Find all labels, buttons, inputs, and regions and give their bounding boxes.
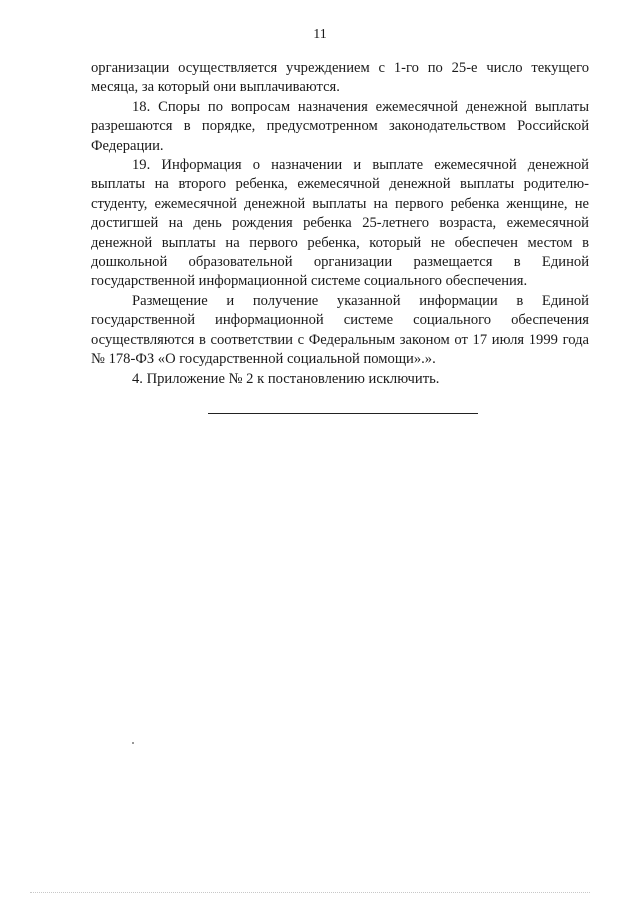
paragraph-continuation: организации осуществляется учреждением с 1-го по 25-е число текущего месяца, за который они выплачиваются. (91, 60, 589, 96)
document-body (91, 59, 589, 389)
paragraph-item-19: 19. Информация о назначении и выплате ежемесячной денежной выплаты на второго ребенка, ежемесячной денежной выплаты родителю-студенту, ежемесячной денежной выплаты на первого ребенка женщине, не достигшей на день рождения ребенка 25-летнего возраста, ежемесячной денежной выплаты на первого ребенка, который не обеспечен местом в дошкольной образовательной организации размещается в Единой государственной информационной системе социального обеспечения. (91, 157, 589, 290)
scan-speck (132, 742, 134, 744)
page-number: 11 (313, 27, 327, 42)
paragraph-item-18: 18. Споры по вопросам назначения ежемесячной денежной выплаты разрешаются в порядке, предусмотренном законодательством Российской Федерации. (91, 98, 589, 154)
paragraph-item-4: 4. Приложение № 2 к постановлению исключить. (132, 370, 440, 387)
end-separator-line (208, 413, 478, 414)
scan-edge-noise (30, 892, 590, 894)
paragraph-placement: Размещение и получение указанной информации в Единой государственной информационной системе социального обеспечения осуществляются в соответствии с Федеральным законом от 17 июля 1999 года № 178-ФЗ «О государственной социальной помощи».». (91, 292, 589, 368)
